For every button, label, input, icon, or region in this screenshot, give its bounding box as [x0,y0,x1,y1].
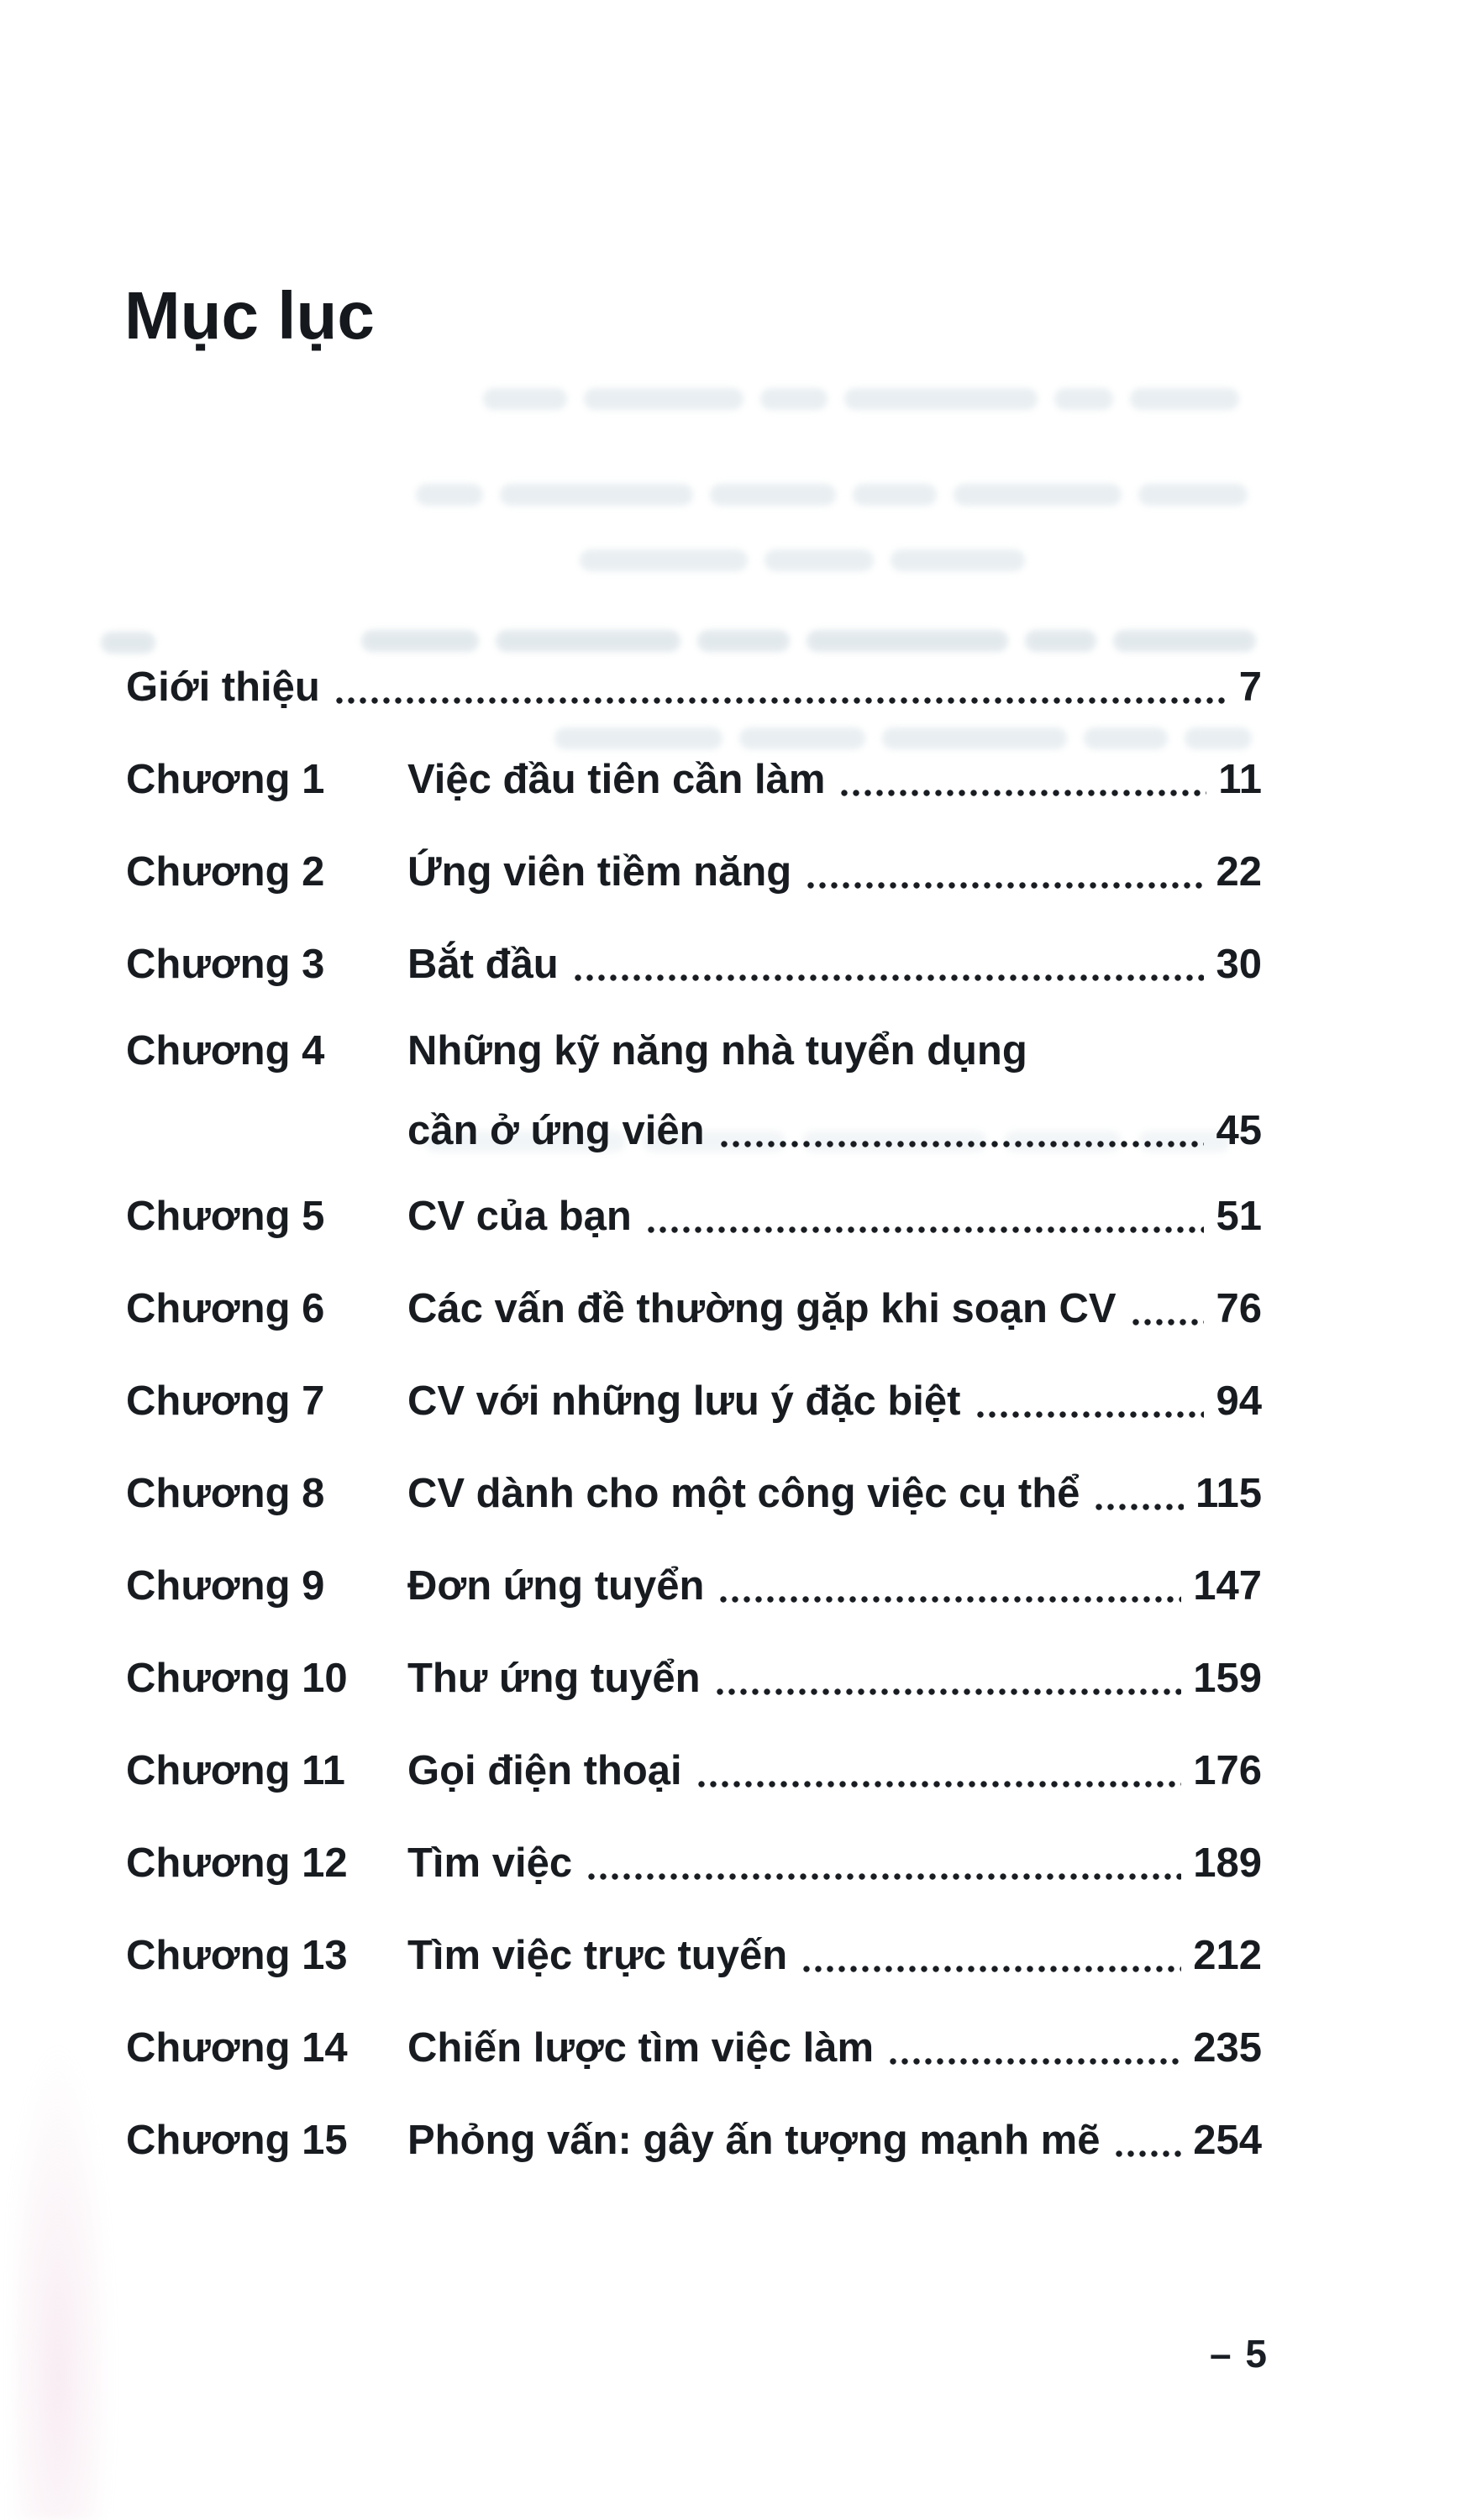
toc-row [126,1725,1262,1817]
bleed-through-text [416,484,1248,506]
toc-row [126,1632,1262,1725]
toc-row [126,826,1262,918]
toc-entry-page-number: 22 [1216,849,1262,895]
toc-entry-page-number: 212 [1193,1933,1262,1978]
dot-leader [714,1687,1182,1697]
toc-row [126,733,1262,826]
toc-entry-chapter-label: Chương 1 [126,757,325,802]
toc-row [126,1011,1262,1090]
dot-leader [334,696,1227,706]
footer-page-number: – 5 [1210,2332,1269,2376]
dot-leader [838,788,1206,798]
toc-entry-chapter-label: Chương 5 [126,1194,325,1239]
toc-entry-title: Phỏng vấn: gây ấn tượng mạnh mẽ [407,2118,1101,2163]
toc-entry-chapter-label: Chương 10 [126,1656,348,1701]
toc-entry-page-number: 76 [1216,1286,1262,1331]
toc-row [126,1170,1262,1263]
table-of-contents [126,641,1262,2187]
toc-entry-chapter-label: Chương 4 [126,1027,325,1074]
toc-row [126,1447,1262,1540]
dot-leader [1113,2149,1181,2159]
dot-leader [696,1779,1182,1789]
toc-entry-title: Những kỹ năng nhà tuyển dụng [407,1027,1027,1074]
toc-entry-title: cần ở ứng viên [407,1107,705,1153]
toc-entry-page-number: 254 [1193,2118,1262,2163]
toc-entry-title: Thư ứng tuyển [407,1656,701,1701]
dot-leader [586,1872,1181,1882]
toc-entry-chapter-label: Chương 12 [126,1840,348,1886]
toc-entry-chapter-label: Chương 9 [126,1563,325,1609]
dot-leader [1130,1317,1205,1327]
toc-entry-chapter-label: Chương 6 [126,1286,325,1331]
dot-leader [717,1594,1181,1604]
dot-leader [572,973,1205,983]
toc-row [126,2094,1262,2187]
toc-row [126,2002,1262,2094]
dot-leader [718,1139,1205,1149]
toc-entry-title: Chiến lược tìm việc làm [407,2025,875,2071]
toc-entry-title: Gọi điện thoại [407,1748,682,1793]
toc-row [126,641,1262,733]
toc-entry-page-number: 7 [1238,664,1262,710]
toc-entry-chapter-label: Chương 7 [126,1378,325,1424]
toc-entry-title: Tìm việc trực tuyến [407,1933,788,1978]
toc-row [126,1817,1262,1909]
toc-entry-chapter-label: Chương 2 [126,849,325,895]
toc-entry-chapter-label: Chương 3 [126,942,325,987]
dot-leader [801,1964,1181,1974]
toc-entry-page-number: 176 [1193,1748,1262,1793]
toc-entry-title: Ứng viên tiềm năng [407,849,792,895]
toc-entry-chapter-label: Chương 14 [126,2025,348,2071]
toc-entry-title: Bắt đầu [407,942,559,987]
toc-entry-title: CV của bạn [407,1194,632,1239]
toc-row [126,1909,1262,2002]
toc-entry-chapter-label: Chương 15 [126,2118,348,2163]
toc-entry-chapter-label: Chương 8 [126,1471,325,1516]
dot-leader [975,1410,1205,1420]
toc-entry-title: CV dành cho một công việc cụ thể [407,1471,1080,1516]
toc-row [126,1355,1262,1447]
toc-entry-title: Giới thiệu [126,664,320,710]
toc-entry-page-number: 45 [1216,1107,1262,1153]
toc-entry-chapter-label: Chương 11 [126,1748,345,1793]
toc-entry-chapter-label: Chương 13 [126,1933,348,1978]
dot-leader [805,880,1204,890]
toc-entry-page-number: 115 [1195,1471,1262,1516]
toc-entry-title: Đơn ứng tuyển [407,1563,705,1609]
toc-row [126,918,1262,1011]
toc-entry-page-number: 147 [1193,1563,1262,1609]
dot-leader [645,1225,1205,1235]
scan-smudge [13,2041,113,2520]
toc-entry-page-number: 159 [1193,1656,1262,1701]
dot-leader [887,2056,1181,2066]
dot-leader [1093,1502,1184,1512]
bleed-through-text [580,549,1025,571]
page-title: Mục lục [124,278,375,353]
toc-entry-page-number: 94 [1216,1378,1262,1424]
toc-entry-page-number: 235 [1193,2025,1262,2071]
bleed-through-text [483,388,1239,410]
toc-row [126,1263,1262,1355]
toc-entry-page-number: 51 [1216,1194,1262,1239]
toc-entry-title: Việc đầu tiên cần làm [407,757,826,802]
toc-entry-title: Tìm việc [407,1840,573,1886]
toc-row [126,1540,1262,1632]
toc-entry-title: Các vấn đề thường gặp khi soạn CV [407,1286,1117,1331]
toc-row [126,1090,1262,1170]
toc-entry-page-number: 189 [1193,1840,1262,1886]
toc-entry-page-number: 30 [1216,942,1262,987]
toc-entry-title: CV với những lưu ý đặc biệt [407,1378,961,1424]
toc-entry-page-number: 11 [1218,757,1262,802]
